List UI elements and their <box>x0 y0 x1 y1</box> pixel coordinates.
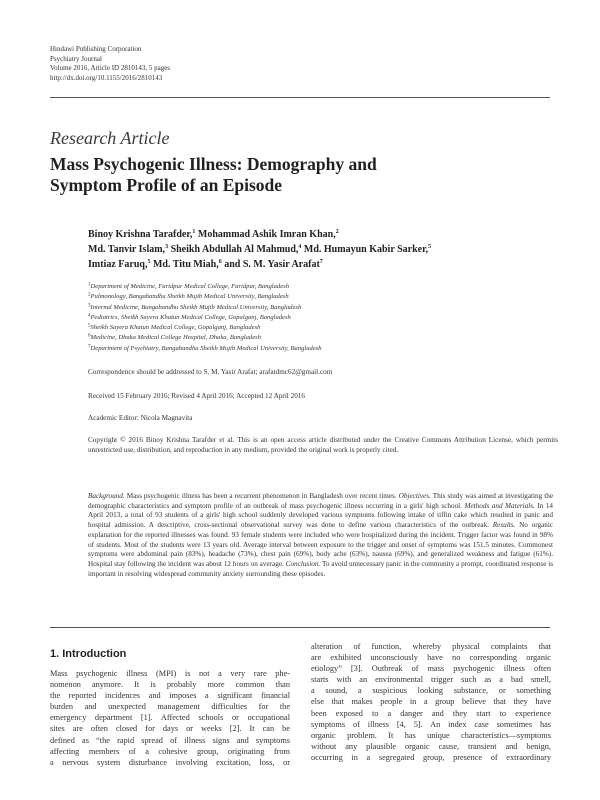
abstract-conclusion: To avoid unnecessary panic in the community a prompt, coordinated response is important in resolving widespread community anxiety surrounding these episodes. <box>88 559 554 578</box>
abstract-methods-label: Methods and Materials. <box>464 501 535 510</box>
article-dates: Received 15 February 2016; Revised 4 April 2016; Accepted 12 April 2016 <box>88 392 305 400</box>
abstract-conclusion-label: Conclusion. <box>285 559 321 568</box>
text-line: affecting members of a cohesive group, originating from <box>50 746 290 756</box>
title-line-2: Symptom Profile of an Episode <box>50 175 283 195</box>
abstract-objectives-label: Objectives. <box>398 492 431 500</box>
copyright-notice: Copyright © 2016 Binoy Krishna Tarafder et al. This is an open access article distributed under the Creative Commons Attribution License, which permits unrestricted use, distribution, and reproduction in any medium, provided the original work is properly cited. <box>88 436 558 454</box>
abstract-results: No organic explanation for the reported illnesses was found. 93 female students were included who were hospitalized during the incident. Trigger factor was found in 98% of students. Most of the students were 13 years old. Average interval between exposure to the trigger and onset of symptoms was 151.5 minutes. Commonest symptoms were abdominal pain (83%), headache (73%), chest pain (69%), body ache (63%), nausea (69%), and generalized weakness and fatigue (61%). Hospital stay following the incident was about 12 hours on average. <box>88 521 554 568</box>
text-line: been exposed to a danger and they start to experience <box>311 708 551 718</box>
text-line: symptoms of illness [4, 5]. An index case sometimes has <box>311 719 551 729</box>
text-line: are exhibited unconsciously have no corresponding organic <box>311 653 551 663</box>
text-line: Mass psychogenic illness (MPI) is not a very rare phe- <box>50 669 290 678</box>
affiliation-list <box>88 282 558 354</box>
article-type: Research Article <box>50 128 170 148</box>
abstract-objectives: This study was aimed at investigating the demographic characteristics and symptom profile of an outbreak of mass psychogenic illness occurring in a girls' high school. <box>88 492 554 510</box>
author: Mohammad Ashik Imran Khan,$^2$ <box>197 229 339 240</box>
intro-column-right <box>311 641 551 763</box>
affiliation: $^7$Department of Psychiatry, Bangabandhu Sheikh Mujib Medical University, Bangladesh <box>88 344 322 352</box>
text-line: without any plausible organic cause, transient and benign, <box>311 741 551 751</box>
article-title <box>50 154 470 196</box>
text-line: starts with an environmental trigger such as a bad smell, <box>311 675 551 685</box>
author: Md. Humayun Kabir Sarker,$^5$ <box>303 243 432 255</box>
journal-name: Psychiatry Journal <box>50 54 102 63</box>
author: Binoy Krishna Tarafder,$^1$ <box>88 229 196 240</box>
author: Sheikh Abdullah Al Mahmud,$^4$ <box>170 243 302 255</box>
text-line: burden and unexpected management difficulties for the <box>50 702 290 712</box>
text-line: occurring in a segregated group, presence of extraordinary <box>311 752 551 762</box>
affiliation: $^2$Pulmonology, Bangabandhu Sheikh Mujib Medical University, Bangladesh <box>88 292 289 301</box>
text-line: nomenon anymore. It is probably more common than <box>50 680 290 690</box>
abstract-results-label: Results. <box>492 521 516 530</box>
correspondence: Correspondence should be addressed to S. M. Yasir Arafat; arafatdmc62@gmail.com <box>88 368 333 376</box>
text-line: the reported incidences and imposes a significant financial <box>50 691 290 701</box>
title-line-1: Mass Psychogenic Illness: Demography and <box>50 154 377 174</box>
affiliation: $^1$Department of Medicine, Faridpur Medical College, Faridpur, Bangladesh <box>88 282 290 290</box>
affiliation: $^5$Sheikh Sayera Khatun Medical College, Gopalganj, Bangladesh <box>88 323 261 332</box>
affiliation: $^6$Medicine, Dhaka Medical College Hospital, Dhaka, Bangladesh <box>88 333 261 342</box>
affiliation: $^3$Internal Medicine, Bangabandhu Sheikh Mujib Medical University, Bangladesh <box>88 303 302 311</box>
academic-editor: Academic Editor: Nicola Magnavita <box>88 414 193 422</box>
author: Md. Tanvir Islam,$^3$ <box>88 243 169 255</box>
text-line: a nervous system disturbance involving excitation, loss, or <box>50 757 290 767</box>
doi-link[interactable]: http://dx.doi.org/10.1155/2016/2810143 <box>50 73 163 82</box>
text-line: defined as “the rapid spread of illness signs and symptoms <box>50 735 290 745</box>
affiliation: $^4$Pediatrics, Sheikh Sayera Khatun Medical College, Gopalganj, Bangladesh <box>88 313 291 321</box>
text-line: emergency department [1]. Affected schools or occupational <box>50 713 290 723</box>
intro-column-left <box>50 668 290 768</box>
abstract-methods: In 14 April 2013, a total of 93 students of a girls' high school suddenly developed various symptoms following intake of tiffin cake which resulted in panic and hospital admission. A descriptive, cross-sectional observational survey was done to define various characteristics of the outbreak. <box>88 501 554 530</box>
author: Imtiaz Faruq,$^5$ <box>88 258 151 270</box>
abstract-background: Mass psychogenic illness has been a recurrent phenomenon in Bangladesh over recent times. <box>126 492 397 500</box>
abstract-divider <box>50 627 550 628</box>
text-line: organic problem. It has unique characteristics—symptoms <box>311 730 551 740</box>
section-heading-introduction: 1. Introduction <box>50 648 127 660</box>
text-line: alteration of function, whereby physical complaints that <box>311 642 551 651</box>
abstract <box>88 492 553 579</box>
text-line: a sound, a suspicious looking substance, or something <box>311 686 551 696</box>
text-line: etiology” [3]. Outbreak of mass psychogenic illness often <box>311 664 551 674</box>
header-divider <box>50 97 550 98</box>
publisher-name: Hindawi Publishing Corporation <box>50 45 142 53</box>
text-line: sites are often closed for days or weeks [2]. It can be <box>50 724 290 734</box>
author: Md. Titu Miah,$^6$ <box>152 258 222 270</box>
author-list <box>88 228 558 272</box>
volume-info: Volume 2016, Article ID 2810143, 5 pages <box>50 64 171 72</box>
author: and S. M. Yasir Arafat$^7$ <box>224 258 323 270</box>
journal-header <box>50 45 170 83</box>
text-line: else that makes people in a group believe that they have <box>311 697 551 707</box>
abstract-background-label: Background. <box>88 492 125 500</box>
